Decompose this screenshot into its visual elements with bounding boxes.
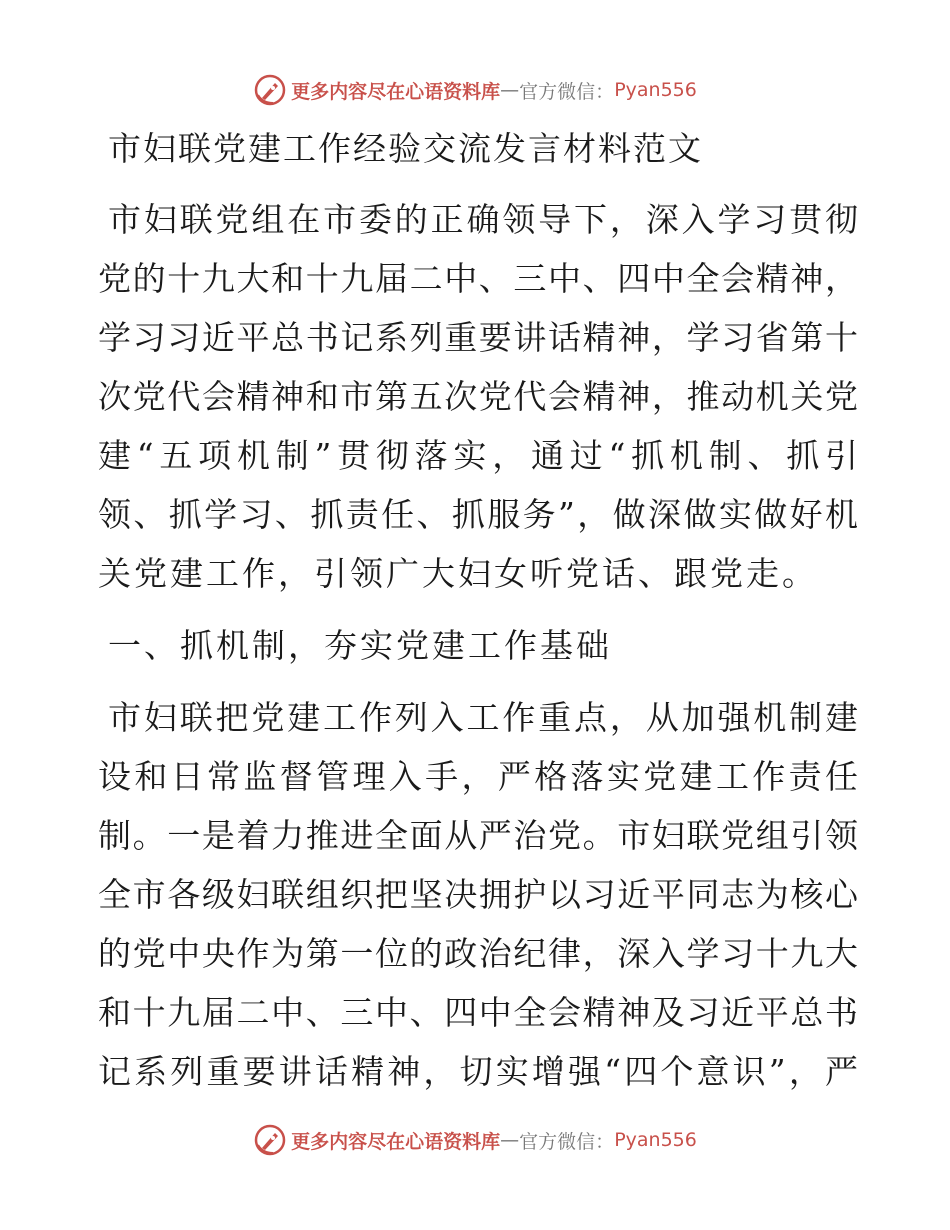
section1-paragraph: [98, 688, 858, 1101]
intro-line: 关党建工作，引领广大妇女听党话、跟党走。: [98, 554, 818, 593]
bottom-banner: [0, 1120, 950, 1160]
section-heading: 一、抓机制，夯实党建工作基础: [108, 626, 612, 665]
promo-text: 更多内容尽在心语资料库: [291, 80, 501, 103]
banner-separator: —: [500, 79, 520, 101]
wechat-label: 官方微信：: [519, 80, 615, 103]
wechat-label: 官方微信：: [519, 1130, 615, 1153]
pen-nib-logo-icon: [253, 73, 287, 107]
intro-line: 学习习近平总书记系列重要讲话精神，学习省第十: [98, 318, 858, 357]
section1-line: 设和日常监督管理入手，严格落实党建工作责任: [98, 757, 858, 796]
intro-line: 次党代会精神和市第五次党代会精神，推动机关党: [98, 377, 858, 416]
promo-text: 更多内容尽在心语资料库: [291, 1130, 501, 1153]
section1-line: 记系列重要讲话精神，切实增强“四个意识”，严: [98, 1052, 858, 1091]
pen-nib-logo-icon: [253, 1123, 287, 1157]
banner-separator: —: [500, 1129, 520, 1151]
intro-paragraph: [98, 190, 858, 603]
section1-line: 制。一是着力推进全面从严治党。市妇联党组引领: [98, 816, 858, 855]
intro-line: 建“五项机制”贯彻落实，通过“抓机制、抓引: [98, 436, 858, 475]
top-banner: [0, 70, 950, 110]
intro-line: 领、抓学习、抓责任、抓服务”，做深做实做好机: [98, 495, 858, 534]
intro-line: 市妇联党组在市委的正确领导下，深入学习贯彻: [108, 200, 858, 239]
wechat-account: Pyan556: [614, 79, 697, 101]
section1-line: 和十九届二中、三中、四中全会精神及习近平总书: [98, 993, 858, 1032]
section1-line: 市妇联把党建工作列入工作重点，从加强机制建: [108, 698, 858, 737]
section1-line: 全市各级妇联组织把坚决拥护以习近平同志为核心: [98, 875, 858, 914]
section1-line: 的党中央作为第一位的政治纪律，深入学习十九大: [98, 934, 858, 973]
intro-line: 党的十九大和十九届二中、三中、四中全会精神，: [98, 259, 858, 298]
wechat-account: Pyan556: [614, 1129, 697, 1151]
document-title: 市妇联党建工作经验交流发言材料范文: [108, 129, 703, 168]
